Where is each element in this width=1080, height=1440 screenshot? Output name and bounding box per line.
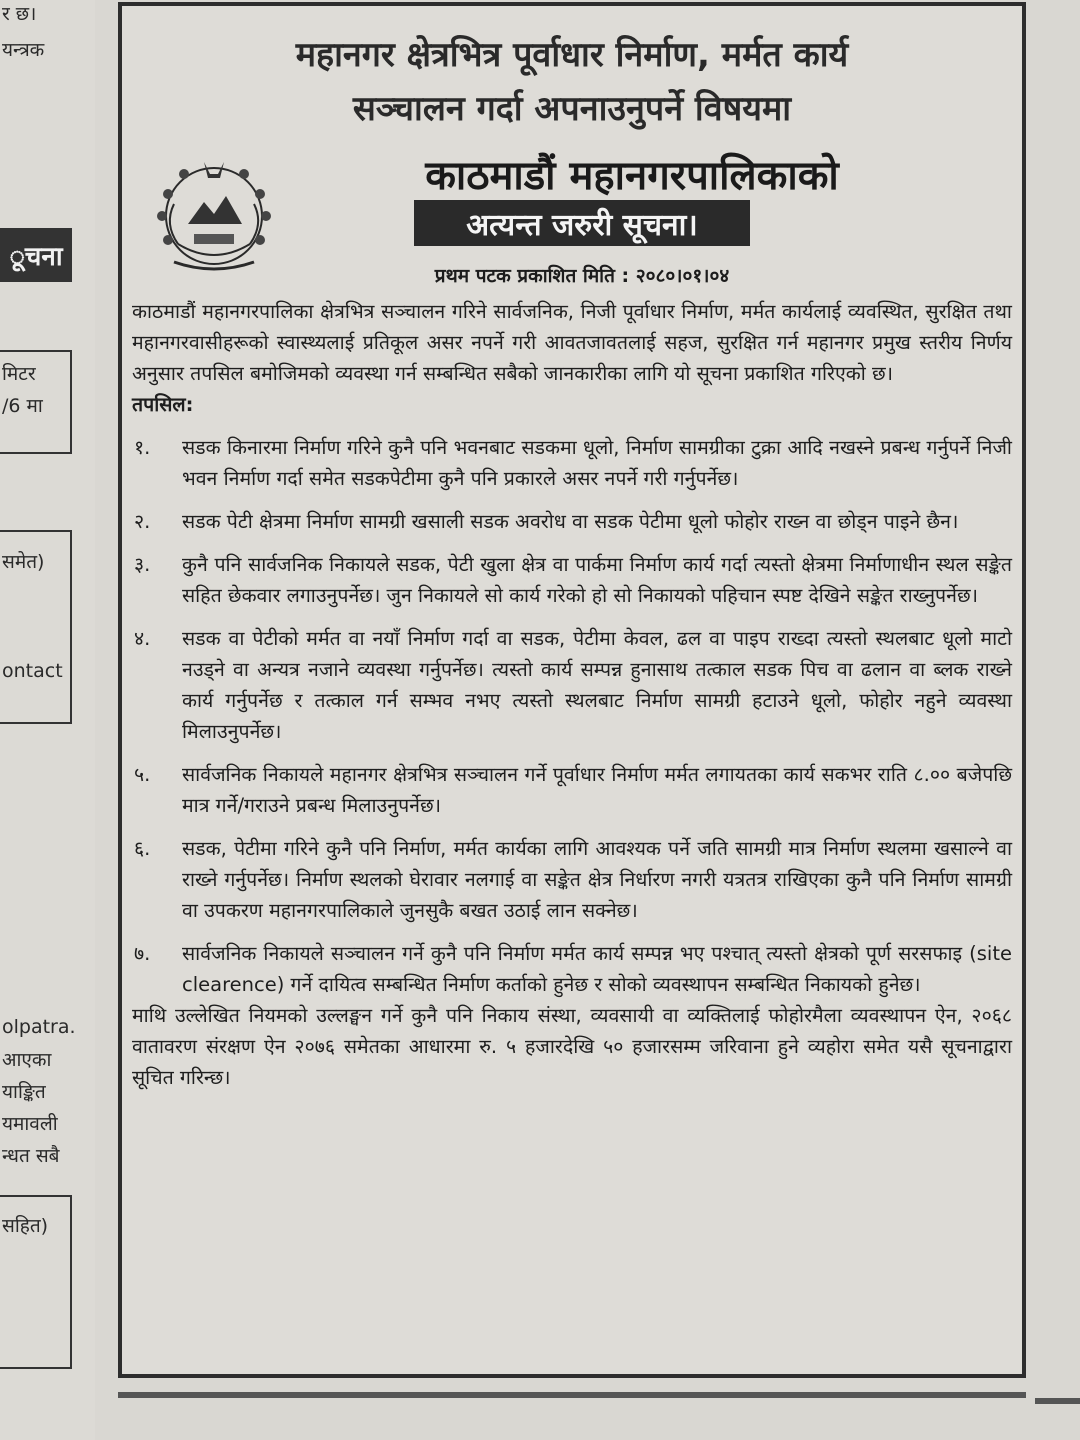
- item-text: सडक किनारमा निर्माण गरिने कुनै पनि भवनबाट सडकमा धूलो, निर्माण सामग्रीका टुक्रा आदि नखस्ने प्रबन्ध गर्नुपर्ने निजी भवन निर्माण गर्दा समेत सडकपेटीमा कुनै पनि प्रकारले असर नपर्ने गरी गर्नुपर्नेछ।: [182, 436, 1012, 490]
- schedule-heading: तपसिल:: [132, 393, 194, 416]
- adjacent-column: [0, 0, 95, 1440]
- list-item: [132, 549, 1012, 611]
- column-fragment: यमावली: [2, 1113, 58, 1135]
- item-text: सडक, पेटीमा गरिने कुनै पनि निर्माण, मर्मत कार्यका लागि आवश्यक पर्ने जति सामग्री मात्र निर्माण स्थलमा खसाल्ने वा राख्ने गर्नुपर्नेछ। निर्माण स्थलको घेरावार नलगाई वा सङ्केत क्षेत्र निर्धारण नगरी यत्रतत्र राखिएका कुनै पनि निर्माण सामग्री वा उपकरण महानगरपालिकाले जुनसुकै बखत उठाई लान सक्नेछ।: [182, 837, 1012, 922]
- column-heading: ूचना: [0, 228, 72, 282]
- item-number: ७.: [134, 942, 151, 965]
- list-item: [132, 623, 1012, 747]
- title-line: सञ्चालन गर्दा अपनाउनुपर्ने विषयमा: [352, 89, 792, 129]
- page-divider: [1035, 1398, 1080, 1404]
- list-item: [132, 759, 1012, 821]
- column-fragment: न्धत सबै: [2, 1145, 60, 1167]
- notice-body: [132, 296, 1012, 1093]
- item-number: ५.: [134, 763, 151, 786]
- penalty-paragraph: माथि उल्लेखित नियमको उल्लङ्घन गर्ने कुनै पनि निकाय संस्था, व्यवसायी वा व्यक्तिलाई फोहोरमैला व्यवस्थापन ऐन, २०६८ वातावरण संरक्षण ऐन २०७६ समेतका आधारमा रु. ५ हजारदेखि ५० हजारसम्म जरिवाना हुने व्यहोरा समेत यसै सूचनाद्वारा सूचित गरिन्छ।: [132, 1004, 1012, 1089]
- column-fragment: समेत): [2, 551, 45, 573]
- item-number: १.: [134, 436, 151, 459]
- column-fragment: olpatra.: [2, 1016, 76, 1038]
- item-text: सडक पेटी क्षेत्रमा निर्माण सामग्री खसाली सडक अवरोध वा सडक पेटीमा धूलो फोहोर राख्न वा छोड्न पाइने छैन।: [182, 510, 959, 533]
- item-number: ४.: [134, 627, 151, 650]
- organization-name: काठमाडौं महानगरपालिकाको: [425, 153, 839, 199]
- column-fragment: /6 मा: [2, 395, 43, 417]
- list-item: [132, 506, 1012, 537]
- publication-date: प्रथम पटक प्रकाशित मिति : २०८०।०१।०४: [434, 265, 730, 287]
- notice-title: [122, 28, 1022, 136]
- column-fragment: आएका: [2, 1049, 52, 1071]
- title-line: महानगर क्षेत्रभित्र पूर्वाधार निर्माण, मर्मत कार्य: [295, 35, 849, 75]
- item-text: सार्वजनिक निकायले महानगर क्षेत्रभित्र सञ्चालन गर्ने पूर्वाधार निर्माण मर्मत लगायतका कार्य सकभर राति ८.०० बजेपछि मात्र गर्ने/गराउने प्रबन्ध मिलाउनुपर्नेछ।: [182, 763, 1012, 817]
- column-fragment: मिटर: [2, 363, 36, 385]
- intro-paragraph: काठमाडौं महानगरपालिका क्षेत्रभित्र सञ्चालन गरिने सार्वजनिक, निजी पूर्वाधार निर्माण, मर्मत कार्यलाई व्यवस्थित, सुरक्षित तथा महानगरवासीहरूको स्वास्थ्यलाई प्रतिकूल असर नपर्ने गरी आवतजावतलाई सहज, सुरक्षित गर्न महानगर प्रमुख स्तरीय निर्णय अनुसार तपसिल बमोजिमको व्यवस्था गर्न सम्बन्धित सबैको जानकारीका लागि यो सूचना प्रकाशित गरिएको छ।: [132, 300, 1012, 385]
- column-fragment: यन्त्रक: [2, 39, 45, 61]
- column-fragment: सहित): [2, 1215, 49, 1237]
- list-item: [132, 432, 1012, 494]
- item-text: सडक वा पेटीको मर्मत वा नयाँ निर्माण गर्दा वा सडक, पेटीमा केवल, ढल वा पाइप राख्दा त्यस्तो स्थलबाट धूलो माटो नउड्ने वा अन्यत्र नजाने व्यवस्था गर्नुपर्नेछ। त्यस्तो कार्य सम्पन्न हुनासाथ तत्काल सडक पिच वा ढलान वा ब्लक राख्ने कार्य गर्नुपर्नेछ र तत्काल गर्न सम्भव नभए त्यस्तो स्थलबाट निर्माण सामग्री हटाउने धूलो, फोहोर नहुने व्यवस्था मिलाउनुपर्नेछ।: [182, 627, 1012, 743]
- government-emblem-icon: [144, 144, 284, 284]
- urgent-notice-banner: अत्यन्त जरुरी सूचना।: [414, 200, 750, 246]
- item-text: कुनै पनि सार्वजनिक निकायले सडक, पेटी खुला क्षेत्र वा पार्कमा निर्माण कार्य गर्दा त्यस्तो क्षेत्रमा निर्माणाधीन स्थल सङ्केत सहित छेकवार लगाउनुपर्नेछ। जुन निकायले सो कार्य गरेको हो सो निकायको पहिचान स्पष्ट देखिने सङ्केत राख्नुपर्नेछ।: [182, 553, 1012, 607]
- page-divider: [118, 1392, 1026, 1398]
- item-text: सार्वजनिक निकायले सञ्चालन गर्ने कुनै पनि निर्माण मर्मत कार्य सम्पन्न भए पश्चात् त्यस्तो क्षेत्रको पूर्ण सरसफाइ (site clearence) गर्ने दायित्व सम्बन्धित निर्माण कर्ताको हुनेछ र सोको व्यवस्थापन सम्बन्धित निकायको हुनेछ।: [182, 942, 1012, 996]
- item-number: ३.: [134, 553, 151, 576]
- column-fragment: ontact: [2, 660, 63, 682]
- public-notice: [118, 2, 1026, 1378]
- list-item: [132, 833, 1012, 926]
- column-fragment: र छ।: [2, 3, 37, 25]
- item-number: ६.: [134, 837, 151, 860]
- list-item: [132, 938, 1012, 1000]
- item-number: २.: [134, 510, 151, 533]
- column-fragment: याङ्कित: [2, 1081, 46, 1103]
